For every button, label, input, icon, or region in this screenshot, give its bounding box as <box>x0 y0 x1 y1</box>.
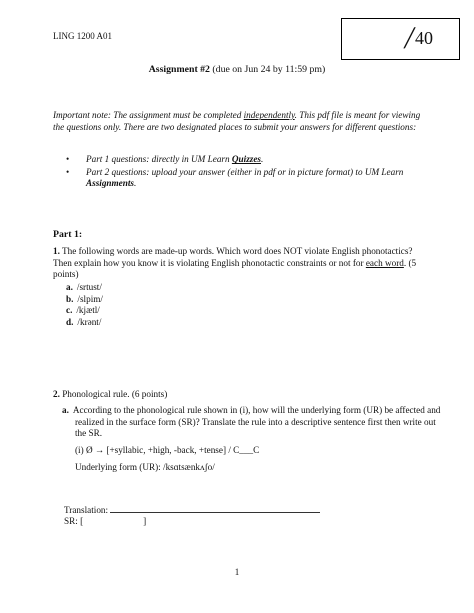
assignment-title-bold: Assignment #2 <box>148 64 210 75</box>
option-word: /kjætl/ <box>76 305 100 315</box>
bullet-dot-icon: • <box>66 166 70 177</box>
page-number: 1 <box>234 567 240 577</box>
bullet-text: Part 2 questions: upload your answer (either in pdf or in picture format) to UM Learn <box>86 166 404 177</box>
question-2 <box>53 389 167 401</box>
underlying-form: Underlying form (UR): /ksɑtsænkʌʃo/ <box>75 462 215 472</box>
option-word: /slpim/ <box>77 293 103 304</box>
q1-options <box>66 282 103 328</box>
q2a-letter: a. <box>62 405 69 415</box>
option-letter: a. <box>66 282 73 292</box>
bullet-bold: Quizzes <box>231 154 261 164</box>
bullet-item <box>66 167 426 190</box>
sr-line <box>64 516 146 528</box>
option-letter: b. <box>66 293 74 304</box>
note-text-2: . This pdf file is meant for viewing the questions only. There are two designated places to submit your answers for different questions: <box>53 110 421 132</box>
q1-points: . (5 points) <box>53 257 417 279</box>
question-1 <box>53 246 433 281</box>
bullet-tail: . <box>261 154 264 164</box>
translation-line <box>64 503 320 517</box>
bullet-bold: Assignments <box>86 178 134 188</box>
course-code: LING 1200 A01 <box>53 31 112 41</box>
option-letter: c. <box>66 305 73 315</box>
important-note <box>53 110 429 133</box>
option-item <box>66 305 103 317</box>
option-item <box>66 282 103 294</box>
option-word: /srtust/ <box>76 282 102 292</box>
assignment-due-date: (due on Jun 24 by 11:59 pm) <box>209 64 326 75</box>
part1-heading: Part 1: <box>53 229 83 240</box>
option-item <box>66 317 103 329</box>
score-total: ╱40 <box>404 28 433 48</box>
bullet-item <box>66 154 426 166</box>
translation-blank[interactable] <box>110 503 320 513</box>
translation-label: Translation: <box>64 505 109 515</box>
option-letter: d. <box>66 316 74 327</box>
q2-text: Phonological rule. (6 points) <box>59 389 168 399</box>
assignment-title <box>0 64 474 77</box>
score-box <box>341 18 460 60</box>
note-underlined: independently <box>243 110 295 120</box>
sr-close: ] <box>143 516 147 526</box>
bullet-dot-icon: • <box>66 154 70 164</box>
option-item <box>66 294 103 306</box>
q2-number: 2. <box>53 389 60 399</box>
sr-label: SR: [ <box>64 516 84 526</box>
option-word: /krənt/ <box>77 316 102 327</box>
bullet-tail: . <box>134 178 137 188</box>
q2a-text: According to the phonological rule shown in (i), how will the underlying form (UR) be affected and realized in the surface form (SR)? Translate the rule into a descriptive sentence first then write out the SR. <box>72 405 441 438</box>
q1-number: 1. <box>53 246 60 256</box>
note-text-1: Important note: The assignment must be completed <box>53 110 244 120</box>
question-2a <box>62 405 442 440</box>
submission-bullets <box>66 154 426 191</box>
q1-text: The following words are made-up words. Which word does NOT violate English phonotactics? Then explain how you know it is violating English phonotactic constraints or not for <box>53 246 413 268</box>
phonological-rule: (i) Ø → [+syllabic, +high, -back, +tense] / C___C <box>75 445 260 455</box>
bullet-text: Part 1 questions: directly in UM Learn <box>86 154 232 164</box>
q1-underlined: each word <box>365 257 404 268</box>
